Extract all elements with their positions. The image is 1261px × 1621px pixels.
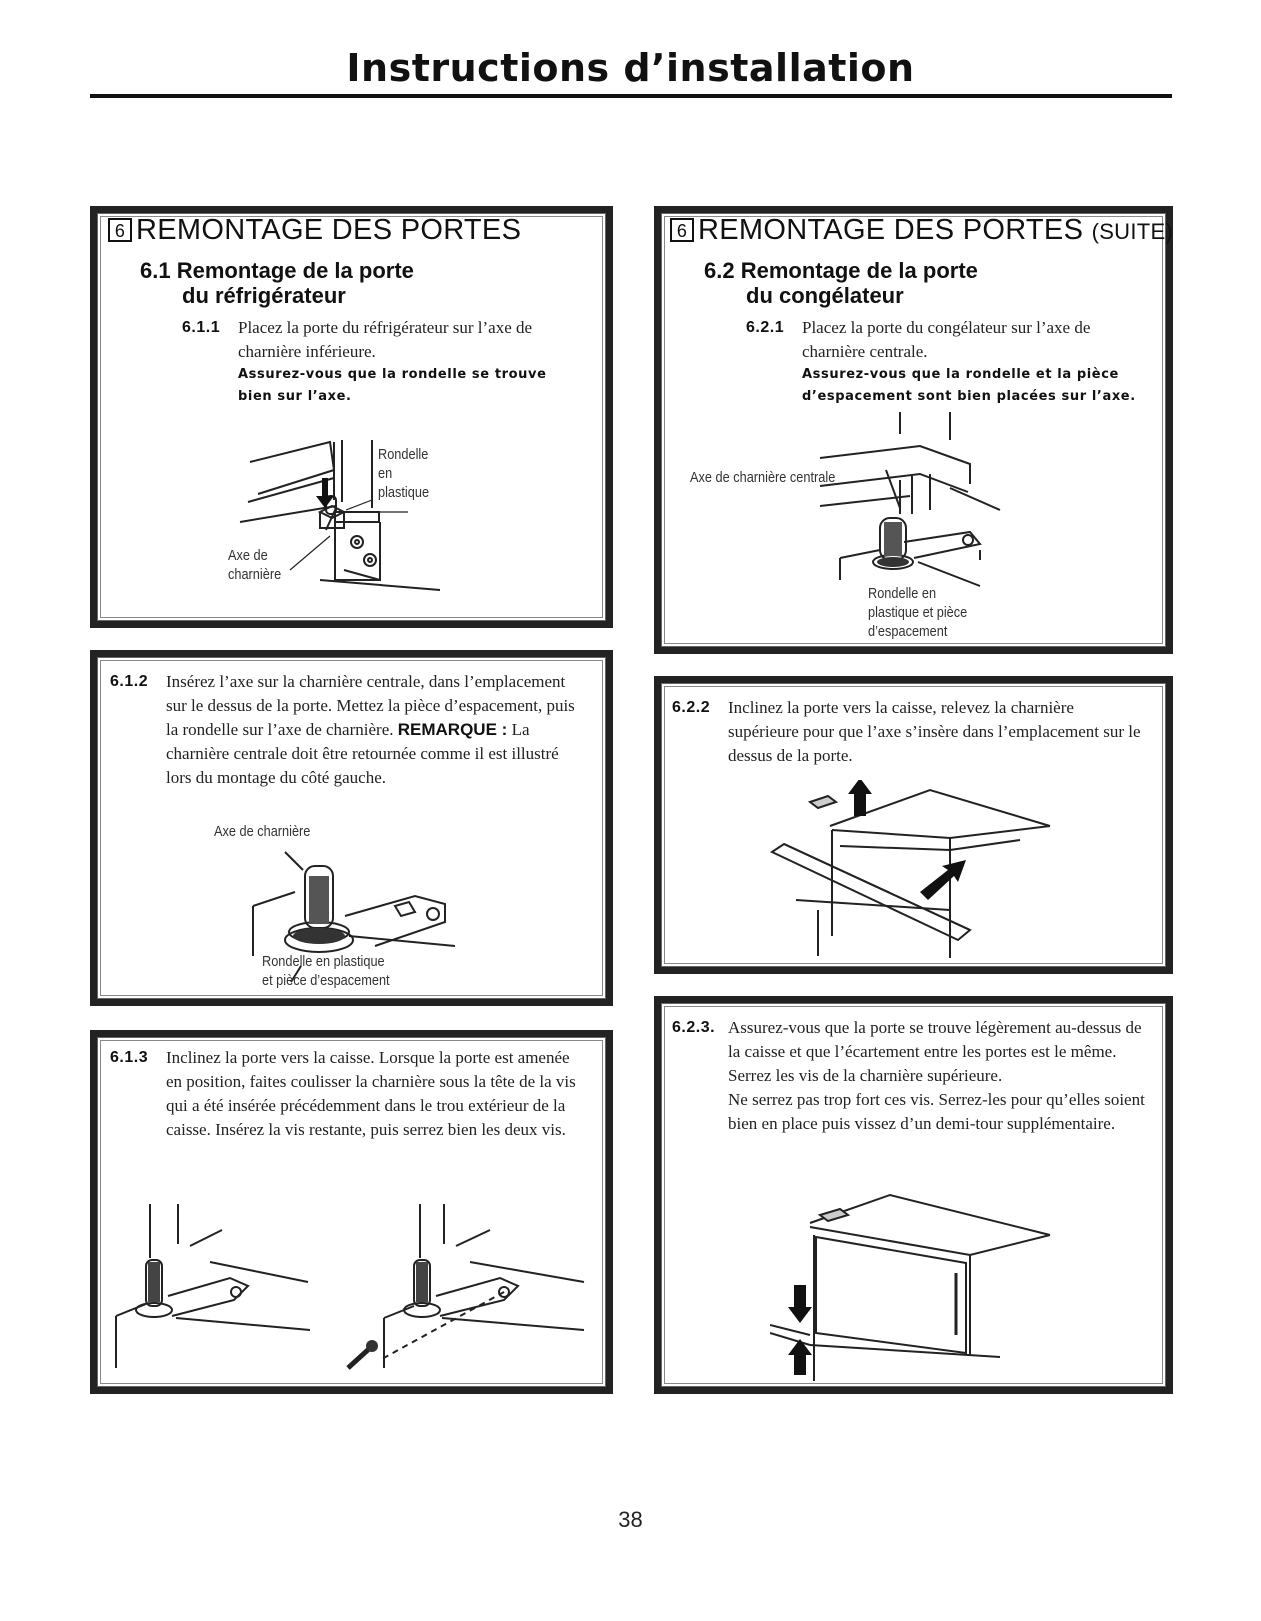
section-number-badge: 6 (670, 218, 694, 242)
step-number: 6.1.1 (182, 319, 221, 336)
step-bold-note: Assurez-vous que la rondelle et la pièce d’espacement sont bien placées sur l’axe. (802, 367, 1136, 404)
page-number: 38 (618, 1507, 643, 1532)
subsection-heading-6-1 (140, 258, 414, 308)
remark-text: La charnière centrale doit être retournée comme il est illustré lors du montage du côté gauche. (166, 720, 559, 787)
section-heading-right (670, 214, 1173, 247)
page-title: Instructions d’installation (346, 46, 915, 90)
step-number: 6.1.3 (110, 1049, 149, 1066)
section-heading-left (108, 214, 521, 247)
subsection-number: 6.1 (140, 258, 171, 283)
step-number: 6.2.1 (746, 319, 785, 336)
step-6-2-3 (672, 1016, 1146, 1136)
remark-label: REMARQUE : (397, 720, 508, 739)
subsection-title-line1: Remontage de la porte (176, 258, 414, 283)
step-bold-note: Assurez-vous que la rondelle se trouve bien sur l’axe. (238, 367, 547, 404)
step-text: Placez la porte du congélateur sur l’axe de charnière centrale. (802, 318, 1091, 361)
label-washer: Rondelle en plastique (378, 446, 430, 501)
hinge-screw-figure-right (340, 1200, 590, 1370)
step-text-2: Ne serrez pas trop fort ces vis. Serrez-les pour qu’elles soient bien en place puis vissez d’un demi-tour supplémentaire. (728, 1090, 1145, 1133)
step-text-1: Assurez-vous que la porte se trouve légèrement au-dessus de la caisse et que l’écartement entre les portes est le même. Serrez les vis de la charnière supérieure. (728, 1018, 1142, 1085)
step-number: 6.1.2 (110, 673, 149, 690)
step-6-2-1 (746, 316, 1146, 408)
step-text: Inclinez la porte vers la caisse. Lorsque la porte est amenée en position, faites coulisser la charnière sous la tête de la vis qui a été insérée précédemment dans le trou extérieur de la caisse. Insérez la vis restante, puis serrez bien les deux vis. (166, 1048, 576, 1139)
hinge-screw-figure-left (110, 1200, 310, 1370)
label-hinge-pin-2: Axe de charnière (214, 823, 311, 840)
label-center-hinge-pin: Axe de charnière centrale (690, 469, 836, 486)
step-number: 6.2.2 (672, 699, 711, 716)
step-6-2-2 (672, 696, 1142, 768)
door-tilt-figure (770, 780, 1060, 960)
door-gap-figure (770, 1185, 1060, 1385)
step-6-1-2 (110, 670, 578, 790)
step-text: Placez la porte du réfrigérateur sur l’axe de charnière inférieure. (238, 318, 533, 361)
subsection-title-line2: du congélateur (746, 283, 904, 308)
step-6-1-3 (110, 1046, 580, 1142)
title-rule (90, 94, 1172, 98)
label-washer-spacer: Rondelle en plastique et pièce d’espacement (262, 953, 390, 989)
hinge-figure-center-right (800, 410, 1020, 600)
step-text: Insérez l’axe sur la charnière centrale, dans l’emplacement sur le dessus de la porte. Mettez la pièce d’espacement, puis la rondelle sur l’axe de charnière. (166, 672, 575, 739)
section-number-badge: 6 (108, 218, 132, 242)
section-suite: (SUITE) (1091, 219, 1174, 244)
subsection-heading-6-2 (704, 258, 978, 308)
section-title: REMONTAGE DES PORTES (136, 214, 522, 246)
subsection-title-line2: du réfrigérateur (182, 283, 346, 308)
label-hinge-pin: Axe de charnière (228, 547, 282, 583)
subsection-number: 6.2 (704, 258, 735, 283)
section-title: REMONTAGE DES PORTES (698, 214, 1084, 246)
step-text: Inclinez la porte vers la caisse, relevez la charnière supérieure pour que l’axe s’insère dans l’emplacement sur le dessus de la porte. (728, 698, 1141, 765)
step-number: 6.2.3. (672, 1019, 716, 1036)
label-washer-spacer-right: Rondelle en plastique et pièce d’espacement (868, 585, 968, 640)
step-6-1-1 (182, 316, 582, 408)
subsection-title-line1: Remontage de la porte (740, 258, 978, 283)
